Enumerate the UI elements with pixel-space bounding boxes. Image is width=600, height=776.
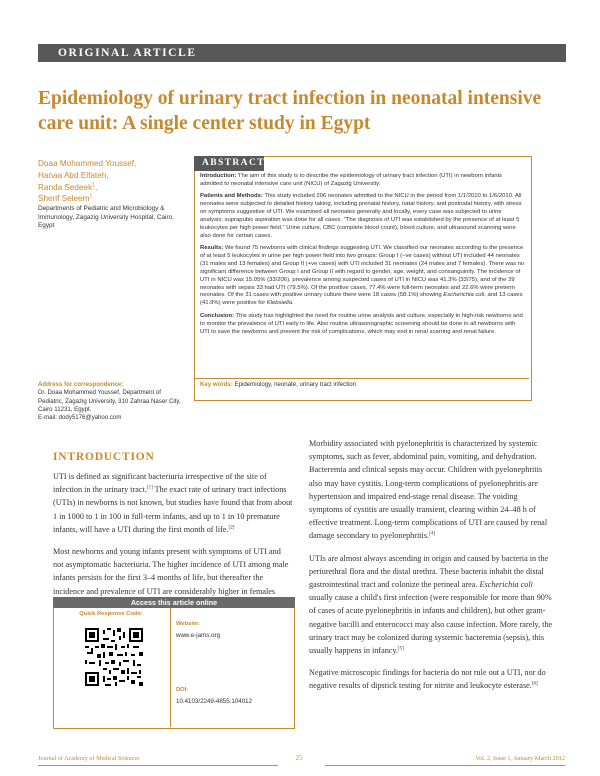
paragraph: Morbidity associated with pyelonephritis is characterized by systemic symptoms, such as fever, abdominal pain, vomiting, and dehydration. Bacteremia and clinical sepsis may occur. Children with pyelonephritis also may have cystitis. Long-term complications of pyelonephritis are hypertension and impaired end-stage renal disease. The voiding symptoms of cystitis are usually transient, clearing within 24–48 h of effective treatment. Long-term complications of UTI are caused by renal damage secondary to pyelonephritis.[4] — [309, 439, 548, 541]
qr-code-icon[interactable] — [85, 628, 143, 686]
citation[interactable]: [6] — [531, 681, 538, 687]
footer-volume: Vol. 2, Issue 1, January-March 2012 — [475, 755, 565, 762]
doi-label: DOI: — [176, 687, 189, 693]
doi-link[interactable]: 10.4103/2249-4855.104012 — [176, 698, 253, 705]
abstract-methods: Patients and Methods: This study included 206 neonates admitted to the NICU in the period from 1/1/2010 to 1/6/2010. All neonates were subjected to detailed history taking, including prenatal history, natal history, and postnatal history, with stress on symptoms suggestive of UTI. We examined all neonates generally and locally, every case was subjected to urine analysis; suprapubic aspiration was done for all cases. "The diagnosis of UTI was established by the presence of at least 5 leukocytes per high power field." Urine culture, CBC (complete blood count), blood culture, and ultrasound scanning were also done for certain cases. — [200, 193, 522, 239]
correspondence — [38, 381, 183, 422]
abstract-conclusion: Conclusion: This study has highlighted the need for routine urine analysis and culture, especially in high-risk newborns and to monitor the prevalence of UTI early in life. Also routine ultrasonographic screening should be done in all newborns with UTI to save the newborns and prevent the risk of complications, which may end in renal scarring and renal failure. — [200, 312, 523, 335]
citation[interactable]: [1] — [146, 485, 153, 491]
website-link[interactable]: www.e-jams.org — [176, 632, 221, 639]
abstract-results: Results: We found 75 newborns with clinical findings suggesting UTI. We classified our neonates according to the presence of at least 5 leukocytes in urine per high power field into two groups: Group I (−ve cases) without UTI included 44 neonates (31 males and 13 females) and Group II (+ve cases) with UTI included 31 neonates (24 males and 7 females). There was no significant difference between Group I and Group II with regard to gender, age, weight, and consanguinity. The incidence of UTI in NICU was 15.05% (33/206), prevalence among suspected cases of UTI in NICU was 41.3% (33/75), and of the 39 neonates with sepsis 33 had UTI (79.5%). Of the positive cases, 77.4% were full-term neonates and 22.6% were preterm neonates. Of the 31 cases with positive urinary culture there were 18 cases (58.1%) showing Escherichia coli, and 13 cases (41.9%) were positive for Klebsiella. — [200, 245, 525, 307]
keywords-divider — [195, 378, 529, 379]
abstract-heading: ABSTRACT — [194, 156, 264, 171]
affiliation: Departments of Pediatric and Microbiology & Immunology, Zagazig University Hospital, Cairo, Egypt — [38, 205, 174, 230]
qr-code-label: Quick Response Code: — [79, 611, 143, 617]
citation[interactable]: [2] — [228, 525, 235, 531]
footer-journal-name: Journal of Academy of Medical Sciences — [38, 755, 140, 762]
section-banner — [38, 44, 566, 62]
website-label: Website: — [176, 621, 201, 627]
author-name: Hanaa Abd Elfateh, — [38, 170, 109, 180]
introduction-heading: INTRODUCTION — [53, 451, 155, 463]
paragraph: UTIs are almost always ascending in origin and caused by bacteria in the periurethral flora and the distal urethra. These bacteria inhabit the distal gastrointestinal tract and colonize the perineal area. Escherichia coli usually cause a child's first infection (were responsible for more than 90% of cases of acute pyelonephritis in infants and children), but other gram-negative bacilli and enterococci may also cause infection. More rarely, the urinary tract may be colonized during systemic bacteremia (sepsis), this usually happens in infancy.[5] — [309, 553, 553, 656]
access-article-heading: Access this article online — [53, 597, 295, 608]
abstract-introduction: Introduction: The aim of this study is to describe the epidemiology of urinary tract infection (UTI) in newborn infants admitted to neonatal intensive care unit (NICU) of Zagazig University. — [200, 173, 503, 187]
correspondence-heading: Address for correspondence: — [38, 381, 124, 388]
paragraph: Negative microscopic findings for bacteria do not rule out a UTI, nor do negative results of dipstick testing for nitrite and leukocyte esterase.[6] — [309, 668, 546, 691]
author-list — [38, 158, 188, 205]
author-name: Sherif Seleem$^1$ — [38, 193, 93, 204]
correspondence-address: Dr. Doaa Mohammed Youssef, Department of Pediatric, Zagazig University, 310 Zahraa Naser City, Cairo 11231, Egypt. — [38, 389, 181, 413]
section-label: ORIGINAL ARTICLE — [58, 47, 197, 59]
article-title: Epidemiology of urinary tract infection in neonatal intensive care unit: A single center study in Egypt — [38, 88, 542, 134]
paragraph: Most newborns and young infants present with symptoms of UTI and not asymptomatic bacteriuria. The higher incidence of UTI among male infants persists for the first 3–4 months of life, but thereafter the incidence and prevalence of UTI are considerably higher in females — [53, 545, 293, 611]
author-name: Doaa Mohammed Youssef, — [38, 159, 137, 168]
correspondence-email[interactable]: E-mail: dody5176@yahoo.com — [38, 414, 122, 422]
paragraph: UTI is defined as significant bacteriuria irrespective of the site of infection in the urinary tract.[1] The exact rate of urinary tract infections (UTIs) in newborns is not known, but studies have found that from about 1 in 1000 to 1 in 100 in full-term infants, and up to 1 in 10 premature infants, will have a UTI during the first month of life.[2] — [53, 472, 293, 534]
access-divider — [170, 608, 171, 727]
author-name: Randa Sedeek$^1$, — [38, 181, 98, 192]
footer-rule — [325, 765, 565, 766]
citation[interactable]: [4] — [429, 531, 435, 537]
page-number: 25 — [295, 754, 303, 762]
citation[interactable]: [5] — [398, 646, 404, 652]
footer-rule — [38, 765, 278, 766]
body-right-column — [309, 437, 553, 702]
abstract-body — [200, 173, 525, 341]
keywords: Key words: Epidemiology, neonate, urinary tract infection — [200, 381, 357, 388]
